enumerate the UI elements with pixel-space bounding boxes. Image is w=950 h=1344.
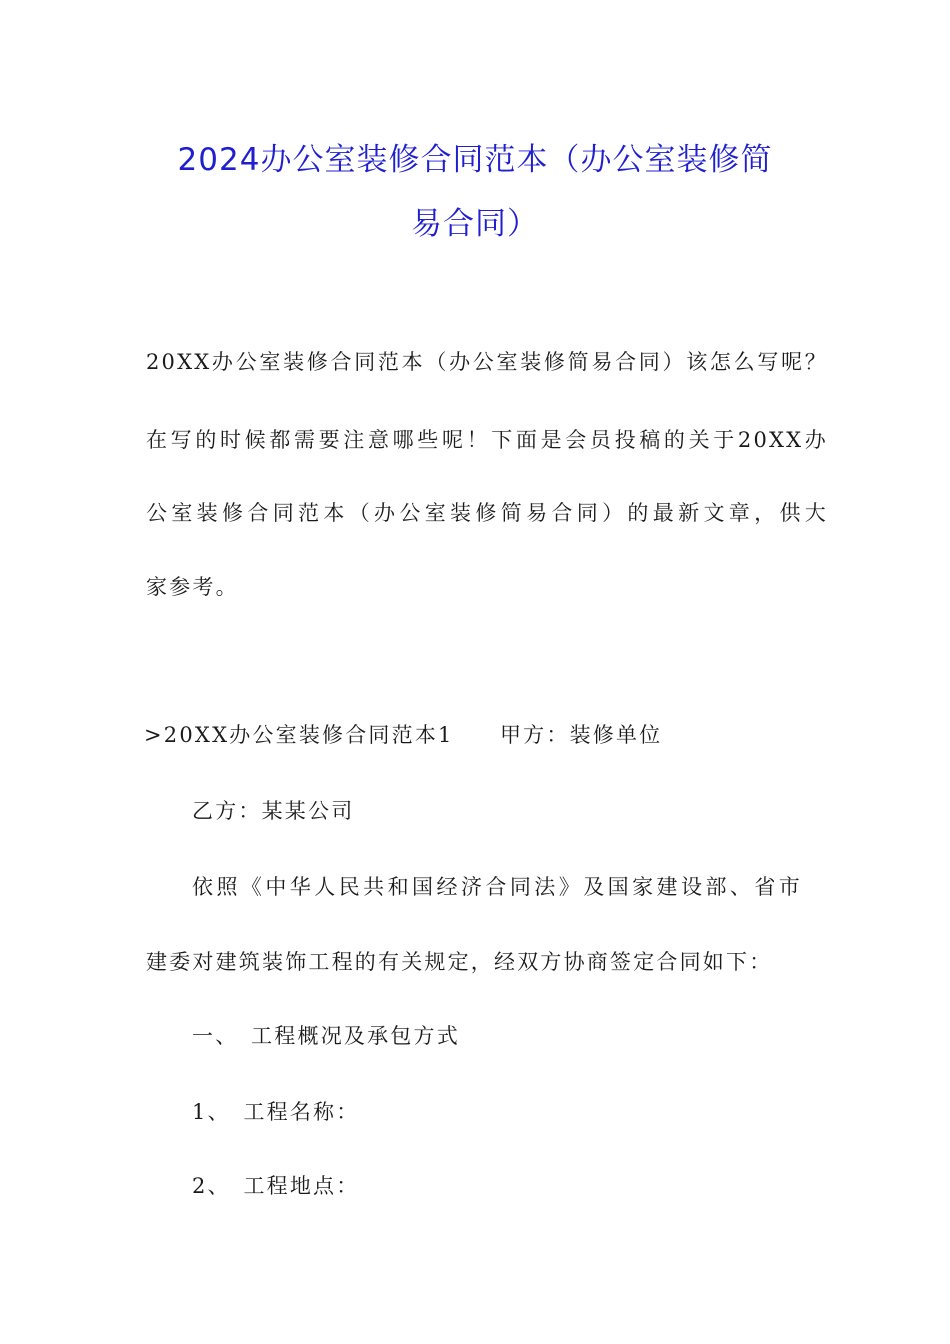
basis-line-1: 依照《中华人民共和国经济合同法》及国家建设部、省市 [192, 875, 802, 899]
item-project-location: 2、 工程地点： [192, 1174, 360, 1198]
party-b-line: 乙方：某某公司 [192, 799, 355, 823]
intro-line-2: 在写的时候都需要注意哪些呢！下面是会员投稿的关于20XX办 [146, 428, 828, 452]
intro-line-1: 20XX办公室装修合同范本（办公室装修简易合同）该怎么写呢？ [146, 350, 828, 374]
basis-line-2: 建委对建筑装饰工程的有关规定，经双方协商签定合同如下： [146, 950, 773, 974]
intro-line-4: 家参考。 [146, 575, 239, 599]
clause-1-heading: 一、 工程概况及承包方式 [192, 1024, 460, 1048]
document-title-line-1: 2024办公室装修合同范本（办公室装修简 [177, 142, 773, 178]
section-heading-line: >20XX办公室装修合同范本1 甲方：装修单位 [144, 723, 663, 747]
item-project-name: 1、 工程名称： [192, 1100, 360, 1124]
document-title-line-2: 易合同） [411, 206, 539, 242]
intro-line-3: 公室装修合同范本（办公室装修简易合同）的最新文章，供大 [146, 501, 828, 525]
